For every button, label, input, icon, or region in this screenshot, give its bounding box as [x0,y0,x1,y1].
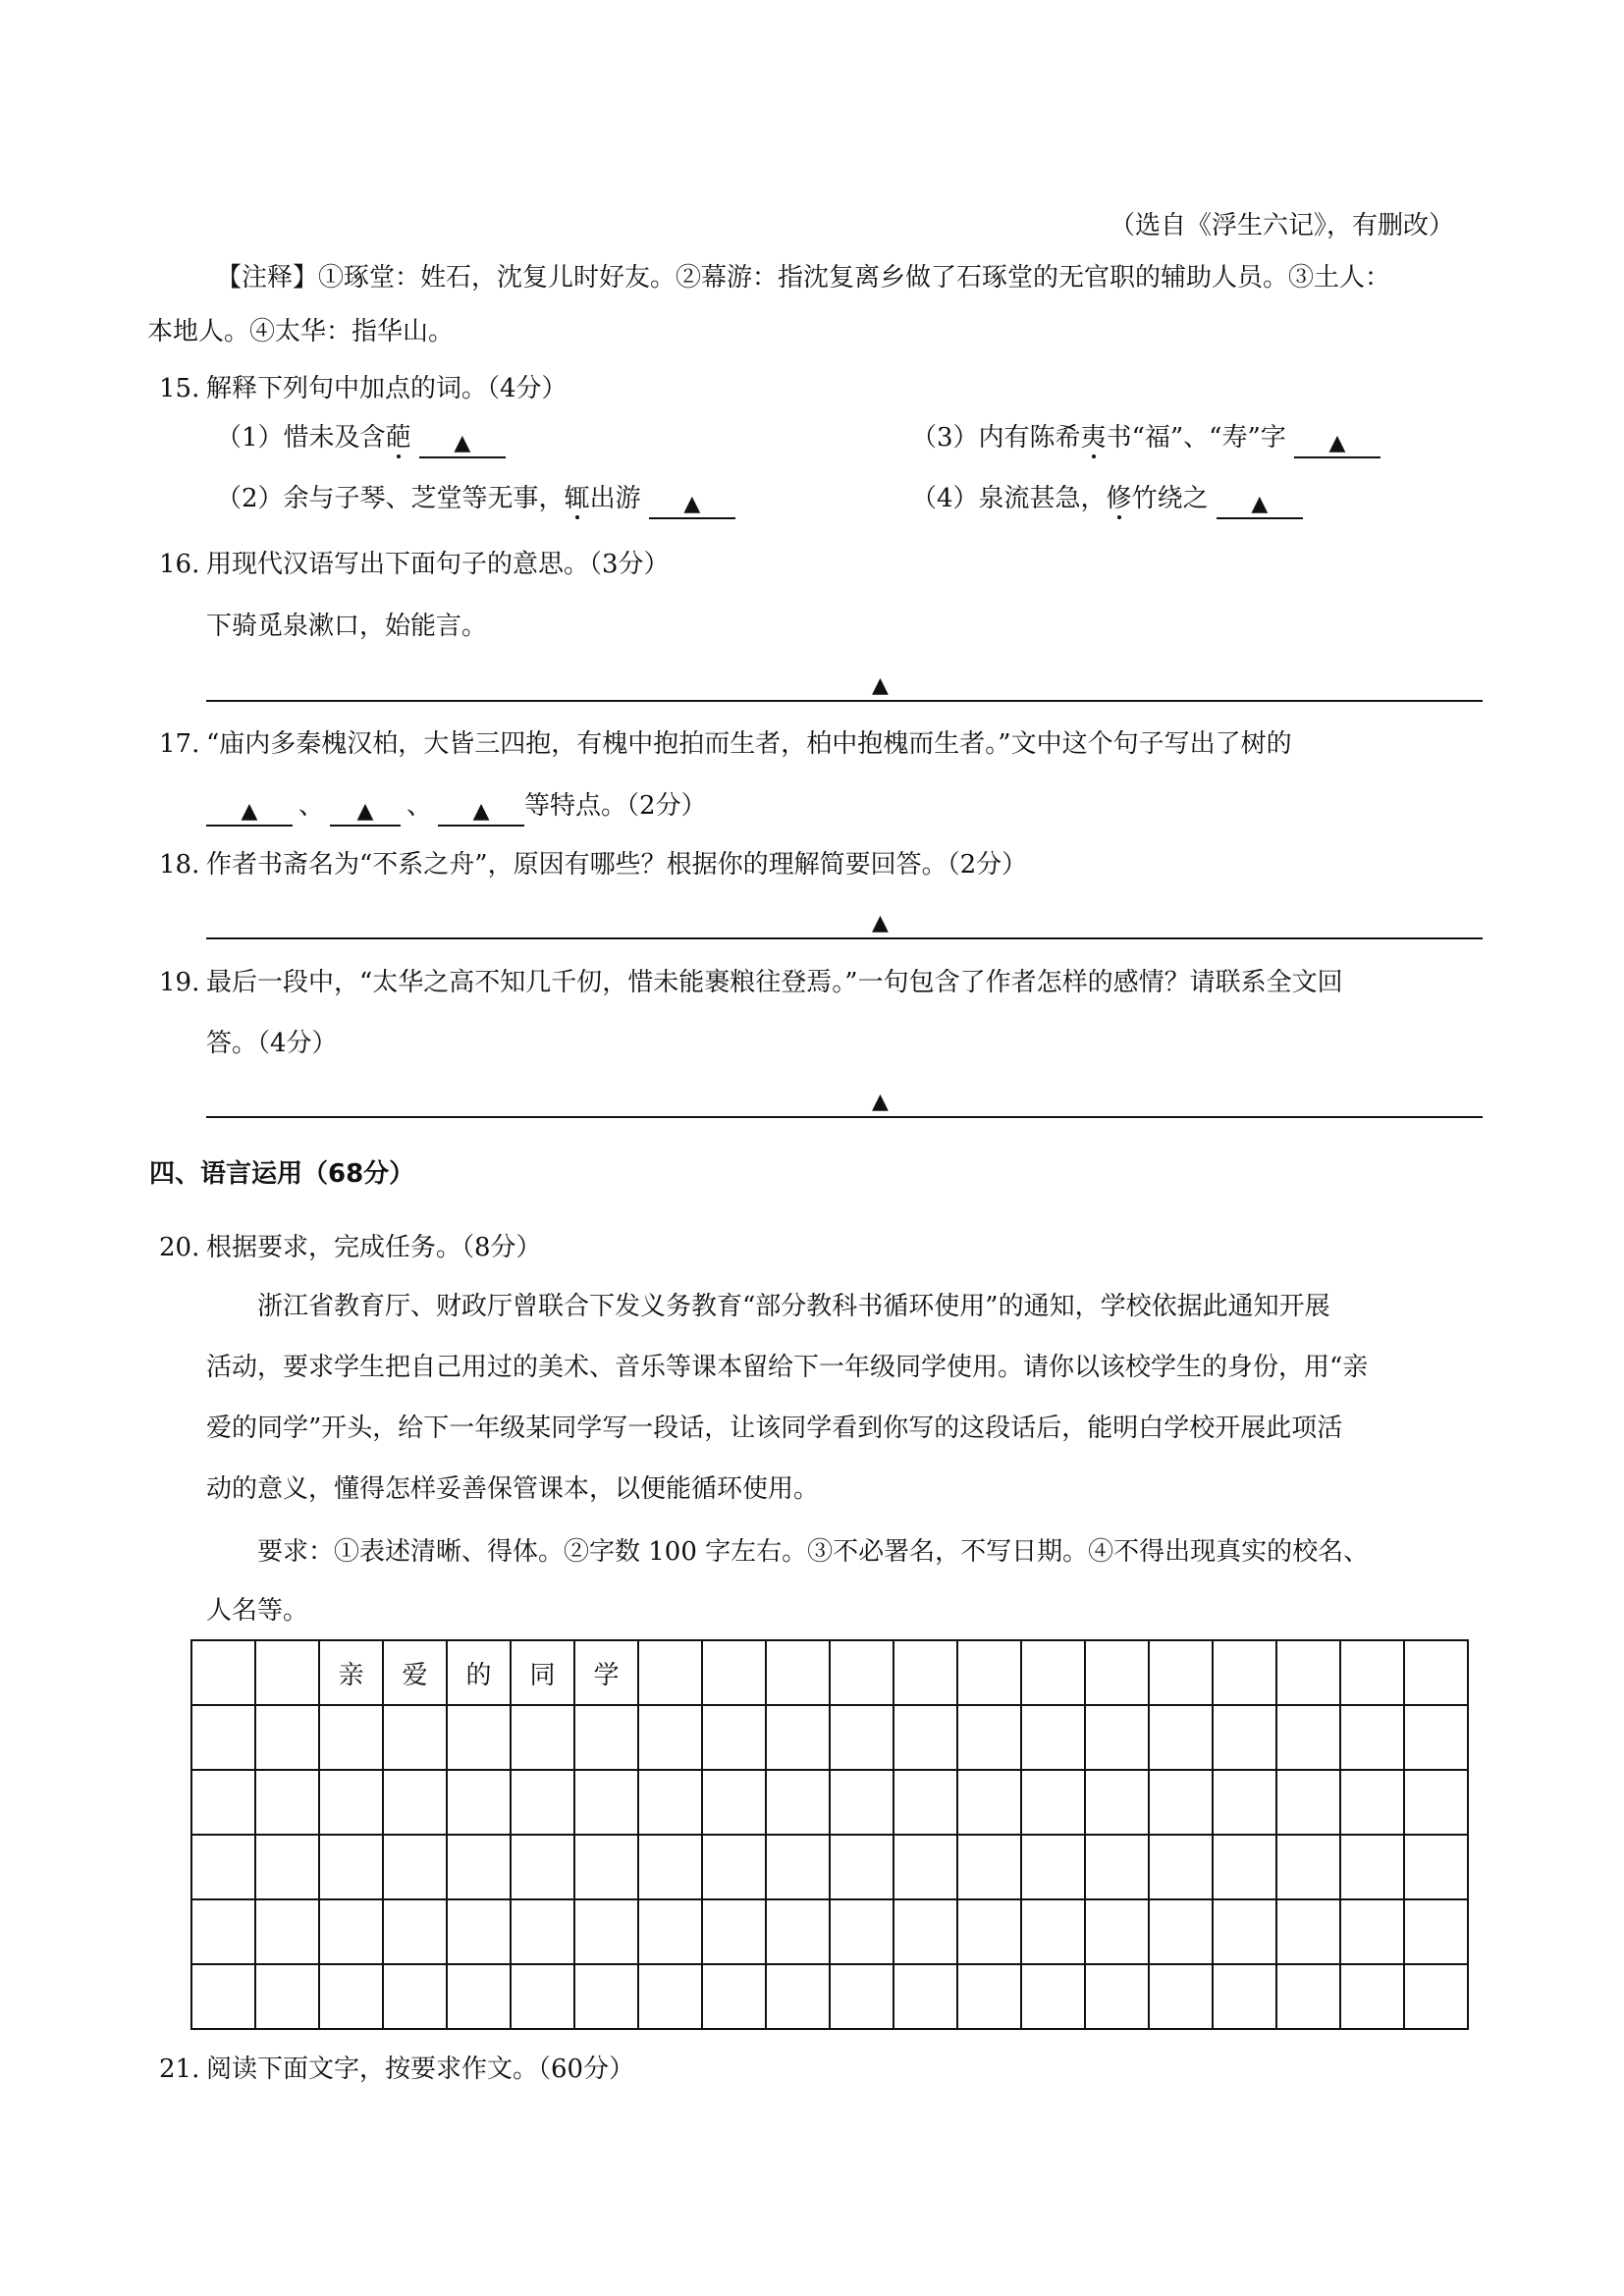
grid-cell[interactable] [1085,1770,1149,1835]
triangle-marker-icon: ▲ [472,799,490,824]
grid-cell[interactable] [1404,1705,1468,1770]
grid-cell[interactable]: 的 [447,1640,511,1705]
grid-cell[interactable] [638,1705,702,1770]
grid-cell[interactable] [1404,1964,1468,2029]
q18-prompt: 作者书斋名为“不系之舟”，原因有哪些？根据你的理解简要回答。（2分） [206,850,1028,880]
grid-cell[interactable]: 亲 [319,1640,383,1705]
grid-cell[interactable] [702,1705,766,1770]
triangle-marker-icon: ▲ [1251,492,1269,516]
grid-cell[interactable] [447,1899,511,1964]
grid-cell[interactable] [702,1640,766,1705]
grid-cell[interactable] [191,1835,255,1899]
grid-cell[interactable] [1340,1640,1404,1705]
q15-item-1: （1）惜未及含葩 ▲ [216,425,506,458]
grid-cell[interactable] [957,1705,1021,1770]
grid-cell[interactable] [1276,1770,1340,1835]
answer-blank[interactable] [1217,490,1303,519]
triangle-marker-icon: ▲ [872,1090,889,1114]
q17-line-2: ▲ 、 ▲ 、 ▲ 等特点。（2分） [206,793,707,827]
grid-cell[interactable] [893,1705,957,1770]
grid-cell[interactable] [191,1770,255,1835]
grid-cell[interactable] [1340,1770,1404,1835]
grid-cell[interactable] [319,1899,383,1964]
grid-cell[interactable] [383,1899,447,1964]
grid-cell[interactable] [1213,1964,1276,2029]
grid-cell[interactable] [957,1835,1021,1899]
grid-cell[interactable] [447,1835,511,1899]
grid-cell[interactable] [766,1705,830,1770]
grid-cell[interactable] [1340,1835,1404,1899]
grid-cell[interactable]: 爱 [383,1640,447,1705]
answer-blank[interactable] [419,429,506,458]
grid-cell[interactable] [383,1705,447,1770]
grid-cell[interactable] [893,1640,957,1705]
q20-prompt: 根据要求，完成任务。（8分） [206,1233,542,1262]
grid-cell[interactable] [255,1640,319,1705]
grid-cell[interactable] [1404,1770,1468,1835]
q15-item-2-dotted: 辄 [564,484,590,513]
grid-cell[interactable] [447,1705,511,1770]
q15-item-2: （2）余与子琴、芝堂等无事，辄出游 ▲ [216,486,735,519]
grid-cell[interactable] [957,1640,1021,1705]
grid-cell[interactable] [1213,1770,1276,1835]
grid-cell[interactable] [766,1964,830,2029]
grid-cell[interactable] [319,1770,383,1835]
q20-para-line-3: 爱的同学”开头，给下一年级某同学写一段话，让该同学看到你写的这段话后，能明白学校开展此项活 [206,1414,1343,1443]
grid-cell[interactable] [383,1770,447,1835]
q16-prompt: 用现代汉语写出下面句子的意思。（3分） [206,550,670,579]
answer-blank[interactable] [649,490,735,519]
grid-cell[interactable] [574,1964,638,2029]
grid-cell[interactable] [574,1705,638,1770]
answer-blank[interactable] [206,797,293,827]
grid-cell[interactable] [702,1964,766,2029]
grid-cell[interactable]: 学 [574,1640,638,1705]
q15-number: 15. [159,374,200,403]
q15-prompt: 解释下列句中加点的词。（4分） [206,374,568,403]
grid-cell[interactable] [1085,1705,1149,1770]
answer-blank[interactable] [330,797,401,827]
grid-cell[interactable] [191,1640,255,1705]
q15-item-4: （4）泉流甚急，修竹绕之 ▲ [911,486,1303,519]
grid-cell[interactable] [574,1835,638,1899]
grid-row [191,1835,1468,1899]
grid-cell[interactable] [1085,1964,1149,2029]
grid-cell[interactable] [830,1835,893,1899]
q17-number: 17. [159,729,200,759]
triangle-marker-icon: ▲ [356,799,374,824]
grid-cell[interactable] [319,1835,383,1899]
annotation-line-1 [216,265,1390,291]
grid-cell[interactable] [1404,1899,1468,1964]
grid-cell[interactable] [1149,1899,1213,1964]
triangle-marker-icon: ▲ [683,492,701,516]
grid-cell[interactable] [702,1835,766,1899]
q20-number: 20. [159,1233,200,1262]
grid-cell[interactable] [255,1899,319,1964]
grid-cell[interactable] [638,1899,702,1964]
q21-prompt: 阅读下面文字，按要求作文。（60分） [206,2055,635,2084]
grid-cell[interactable] [1021,1640,1085,1705]
grid-cell[interactable] [574,1770,638,1835]
grid-cell[interactable] [1149,1964,1213,2029]
section-4-title: 四、语言运用（68分） [149,1159,415,1189]
q20-requirements-line-2: 人名等。 [206,1596,309,1626]
grid-cell[interactable] [1085,1640,1149,1705]
grid-row [191,1640,1468,1705]
grid-cell[interactable] [830,1770,893,1835]
grid-cell[interactable] [1213,1705,1276,1770]
grid-cell[interactable] [511,1964,574,2029]
grid-cell[interactable] [1149,1770,1213,1835]
grid-cell[interactable] [830,1899,893,1964]
grid-cell[interactable] [574,1899,638,1964]
grid-cell[interactable] [1213,1899,1276,1964]
source-note: （选自《浮生六记》，有删改） [1110,211,1455,240]
grid-cell[interactable] [1276,1705,1340,1770]
grid-cell[interactable] [1149,1705,1213,1770]
annotation-text-1: ①琢堂：姓石，沈复儿时好友。②幕游：指沈复离乡做了石琢堂的无官职的辅助人员。③土人： [318,263,1391,293]
grid-row [191,1899,1468,1964]
grid-cell[interactable] [830,1964,893,2029]
q19-line-1: 最后一段中，“太华之高不知几千仞，惜未能裹粮往登焉。”一句包含了作者怎样的感情？请联系全文回 [206,968,1343,997]
grid-cell[interactable] [255,1835,319,1899]
grid-row [191,1964,1468,2029]
triangle-marker-icon: ▲ [1328,431,1346,455]
grid-cell[interactable] [638,1770,702,1835]
answer-line[interactable] [206,937,1483,939]
grid-cell[interactable] [1404,1640,1468,1705]
grid-cell[interactable] [893,1835,957,1899]
grid-cell[interactable] [1021,1899,1085,1964]
grid-row [191,1705,1468,1770]
annotation-line-2: 本地人。④太华：指华山。 [147,317,455,347]
q20-para-line-4: 动的意义，懂得怎样妥善保管课本，以便能循环使用。 [206,1474,820,1504]
q17-line-1: “庙内多秦槐汉柏，大皆三四抱，有槐中抱拍而生者，柏中抱槐而生者。”文中这个句子写出了树的 [206,729,1292,759]
grid-cell[interactable] [511,1835,574,1899]
q16-number: 16. [159,550,200,579]
answer-blank[interactable] [1294,429,1380,458]
q20-requirements-line-1: 要求：①表述清晰、得体。②字数 100 字左右。③不必署名，不写日期。④不得出现真实的校名、 [257,1537,1370,1567]
grid-cell[interactable]: 同 [511,1640,574,1705]
grid-cell[interactable] [1021,1705,1085,1770]
grid-cell[interactable] [511,1899,574,1964]
grid-cell[interactable] [1404,1835,1468,1899]
grid-cell[interactable] [1149,1640,1213,1705]
grid-cell[interactable] [1340,1899,1404,1964]
grid-cell[interactable] [383,1964,447,2029]
grid-cell[interactable] [957,1964,1021,2029]
grid-cell[interactable] [638,1835,702,1899]
grid-cell[interactable] [766,1899,830,1964]
writing-grid [190,1639,1469,2030]
grid-cell[interactable] [1276,1964,1340,2029]
annotation-label: 【注释】 [216,263,319,293]
q15-item-1-dotted: 葩 [385,423,411,453]
grid-cell[interactable] [1021,1964,1085,2029]
grid-cell[interactable] [1085,1835,1149,1899]
q19-number: 19. [159,968,200,997]
grid-cell[interactable] [255,1770,319,1835]
grid-cell[interactable] [957,1899,1021,1964]
q15-item-3: （3）内有陈希夷书“福”、“寿”字 ▲ [911,425,1380,458]
grid-cell[interactable] [1021,1770,1085,1835]
grid-cell[interactable] [255,1705,319,1770]
q20-para-line-2: 活动，要求学生把自己用过的美术、音乐等课本留给下一年级同学使用。请你以该校学生的身份，用“亲 [206,1353,1369,1382]
grid-cell[interactable] [702,1770,766,1835]
answer-blank[interactable] [438,797,524,827]
grid-cell[interactable] [893,1964,957,2029]
grid-cell[interactable] [447,1770,511,1835]
answer-line[interactable] [206,1116,1483,1118]
grid-cell[interactable] [1340,1705,1404,1770]
q21-number: 21. [159,2055,200,2084]
grid-cell[interactable] [830,1705,893,1770]
grid-cell[interactable] [766,1835,830,1899]
grid-cell[interactable] [1085,1899,1149,1964]
q19-line-2: 答。（4分） [206,1029,338,1058]
grid-cell[interactable] [766,1640,830,1705]
triangle-marker-icon: ▲ [872,911,889,935]
grid-cell[interactable] [1149,1835,1213,1899]
grid-cell[interactable] [1276,1835,1340,1899]
triangle-marker-icon: ▲ [872,673,889,698]
grid-cell[interactable] [1213,1640,1276,1705]
grid-cell[interactable] [319,1705,383,1770]
triangle-marker-icon: ▲ [454,431,471,455]
grid-cell[interactable] [383,1835,447,1899]
grid-cell[interactable] [638,1640,702,1705]
q20-para-line-1: 浙江省教育厅、财政厅曾联合下发义务教育“部分教科书循环使用”的通知，学校依据此通知开展 [257,1292,1330,1321]
grid-cell[interactable] [957,1770,1021,1835]
grid-cell[interactable] [1213,1835,1276,1899]
grid-cell[interactable] [511,1770,574,1835]
q15-item-3-dotted: 夷 [1080,423,1107,453]
grid-cell[interactable] [511,1705,574,1770]
q15-item-4-dotted: 修 [1106,484,1132,513]
grid-cell[interactable] [191,1705,255,1770]
grid-cell[interactable] [1276,1640,1340,1705]
grid-cell[interactable] [893,1770,957,1835]
grid-cell[interactable] [191,1899,255,1964]
grid-cell[interactable] [319,1964,383,2029]
grid-cell[interactable] [447,1964,511,2029]
grid-cell[interactable] [638,1964,702,2029]
q18-number: 18. [159,850,200,880]
grid-cell[interactable] [191,1964,255,2029]
grid-cell[interactable] [702,1899,766,1964]
grid-cell[interactable] [766,1770,830,1835]
q16-sentence: 下骑觅泉漱口，始能言。 [206,612,488,641]
grid-cell[interactable] [893,1899,957,1964]
grid-row [191,1770,1468,1835]
answer-line[interactable] [206,700,1483,702]
grid-cell[interactable] [1021,1835,1085,1899]
grid-cell[interactable] [830,1640,893,1705]
grid-cell[interactable] [255,1964,319,2029]
grid-cell[interactable] [1340,1964,1404,2029]
triangle-marker-icon: ▲ [241,799,258,824]
grid-cell[interactable] [1276,1899,1340,1964]
